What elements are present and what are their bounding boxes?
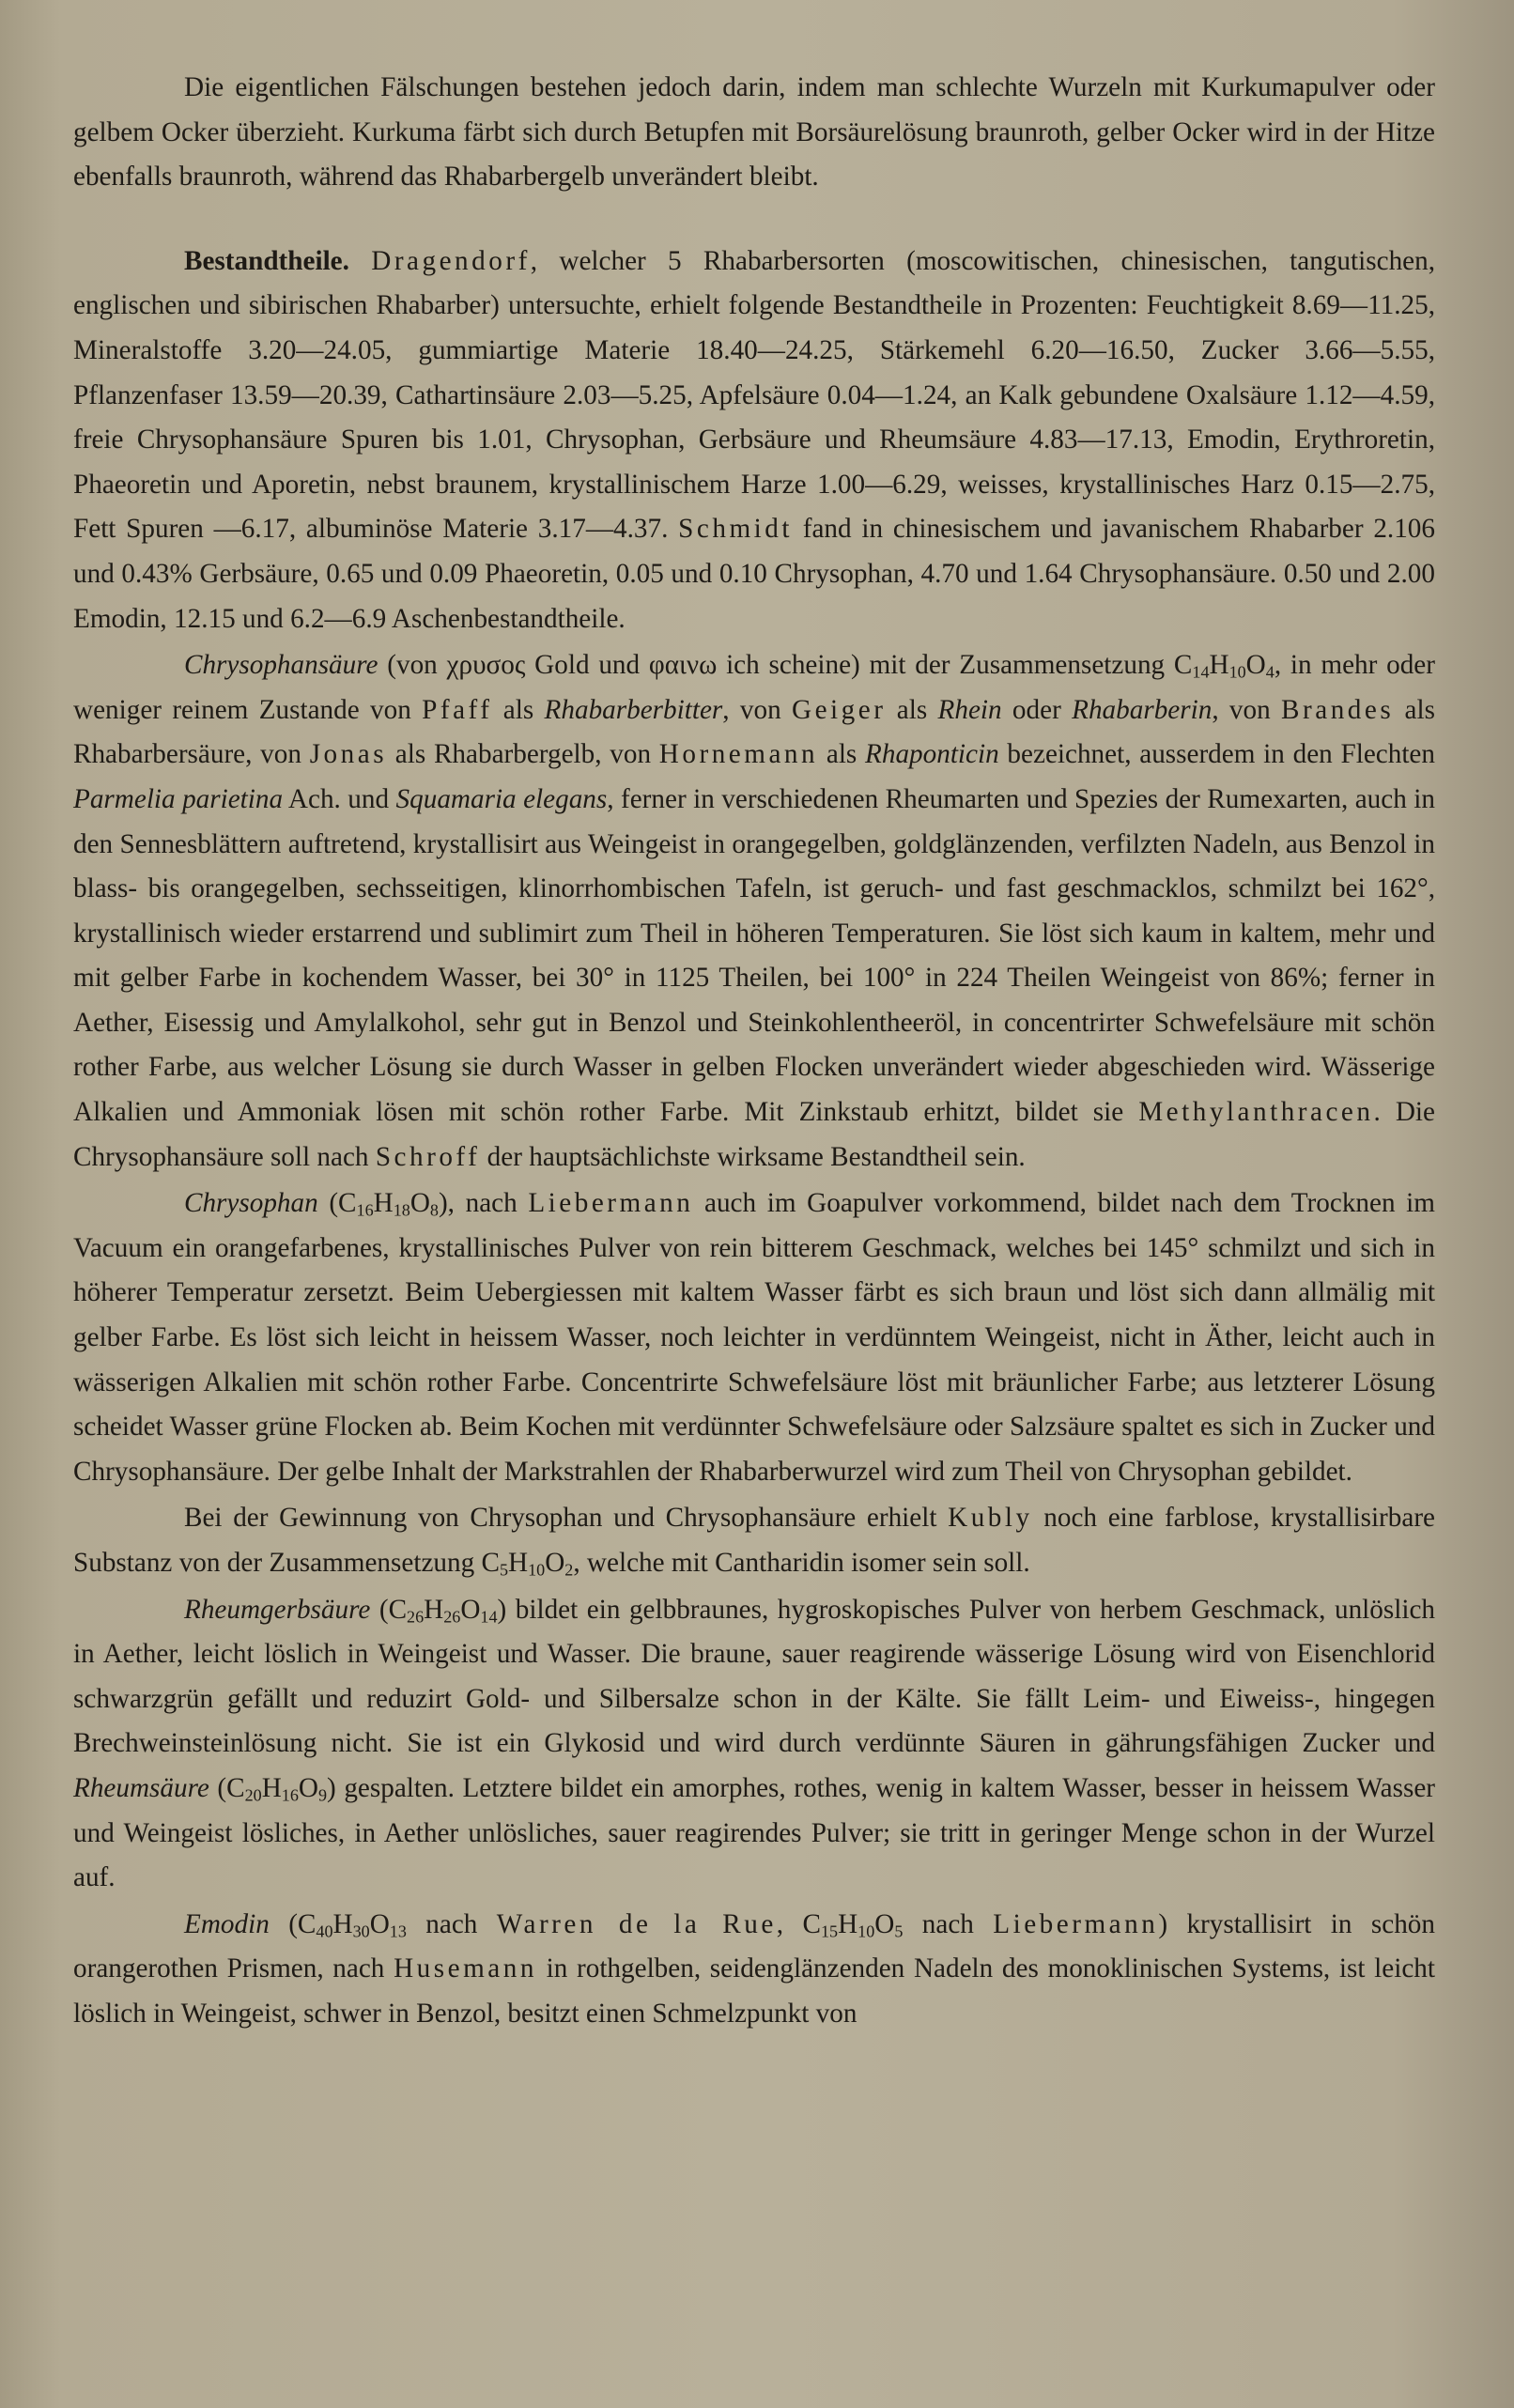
paragraph-kubly: Bei der Gewinnung von Chrysophan und Chrysophansäure erhielt Kubly noch eine farblose, krystallisirbare Substanz von der Zusammensetzung $C_5H_{10}O_2$, welche mit Cantharidin isomer sein soll. — [73, 1503, 1435, 1580]
paragraph-faelschungen: Die eigentlichen Fälschungen bestehen jedoch darin, indem man schlechte Wurzeln mit Kurkumapulver oder gelbem Ocker überzieht. Kurkuma färbt sich durch Betupfen mit Borsäurelösung braunroth, gelber Ocker wird in der Hitze ebenfalls braunroth, während das Rhabarbergelb unverändert bleibt. — [73, 72, 1435, 193]
paragraph-chrysophan: Chrysophan $(C_{16}H_{18}O_8)$, nach Liebermann auch im Goapulver vorkommend, bildet nach dem Trocknen im Vacuum ein orangefarbenes, krystallinisches Pulver von rein bitterem Geschmack, welches bei 145° schmilzt und sich in höherer Temperatur zersetzt. Beim Uebergiessen mit kaltem Wasser färbt es sich braun und löst sich dann allmälig mit gelber Farbe. Es löst sich leicht in heissem Wasser, noch leichter in verdünntem Weingeist, nicht in Äther, leicht auch in wässerigen Alkalien mit schön rother Farbe. Concentrirte Schwefelsäure löst mit bräunlicher Farbe; aus letzterer Lösung scheidet Wasser grüne Flocken ab. Beim Kochen mit verdünnter Schwefelsäure oder Salzsäure spaltet es sich in Zucker und Chrysophansäure. Der gelbe Inhalt der Markstrahlen der Rhabarberwurzel wird zum Theil von Chrysophan gebildet. — [73, 1188, 1435, 1487]
paragraph-rheumgerbsaeure: Rheumgerbsäure $(C_{26}H_{26}O_{14})$ bildet ein gelbbraunes, hygroskopisches Pulver von herbem Geschmack, unlöslich in Aether, leicht löslich in Weingeist und Wasser. Die braune, sauer reagirende wässerige Lösung wird von Eisenchlorid schwarzgrün gefällt und reduzirt Gold- und Silbersalze schon in der Kälte. Sie fällt Leim- und Eiweiss-, hingegen Brechweinsteinlösung nicht. Sie ist ein Glykosid und wird durch verdünnte Säuren in gährungsfähigen Zucker und Rheumsäure $(C_{20}H_{16}O_9)$ gespalten. Letztere bildet ein amorphes, rothes, wenig in kaltem Wasser, besser in heissem Wasser und Weingeist lösliches, in Aether unlösliches, sauer reagirendes Pulver; sie tritt in geringer Menge schon in der Wurzel auf. — [73, 1594, 1435, 1893]
section-heading: Bestandtheile. — [184, 245, 349, 276]
paragraph-emodin: Emodin ($C_{40}H_{30}O_{13}$ nach Warren de la Rue, $C_{15}H_{10}O_5$ nach Liebermann) krystallisirt in schön orangerothen Prismen, nach Husemann in rothgelben, seidenglänzenden Nadeln des monoklinischen Systems, ist leicht löslich in Weingeist, schwer in Benzol, besitzt einen Schmelzpunkt von — [73, 1908, 1435, 2029]
document-text — [73, 66, 1435, 2037]
paragraph-bestandtheile: Bestandtheile. Dragendorf, welcher 5 Rhabarbersorten (moscowitischen, chinesischen, tangutischen, englischen und sibirischen Rhabarber) untersuchte, erhielt folgende Bestandtheile in Prozenten: Feuchtigkeit 8.69—11.25, Mineralstoffe 3.20—24.05, gummiartige Materie 18.40—24.25, Stärkemehl 6.20—16.50, Zucker 3.66—5.55, Pflanzenfaser 13.59—20.39, Cathartinsäure 2.03—5.25, Apfelsäure 0.04—1.24, an Kalk gebundene Oxalsäure 1.12—4.59, freie Chrysophansäure Spuren bis 1.01, Chrysophan, Gerbsäure und Rheumsäure 4.83—17.13, Emodin, Erythroretin, Phaeoretin und Aporetin, nebst braunem, krystallinischem Harze 1.00—6.29, weisses, krystallinisches Harz 0.15—2.75, Fett Spuren —6.17, albuminöse Materie 3.17—4.37. Schmidt fand in chinesischem und javanischem Rhabarber 2.106 und 0.43% Gerbsäure, 0.65 und 0.09 Phaeoretin, 0.05 und 0.10 Chrysophan, 4.70 und 1.64 Chrysophansäure. 0.50 und 2.00 Emodin, 12.15 und 6.2—6.9 Aschenbestandtheile. — [73, 245, 1436, 634]
paragraph-chrysophansaeure: Chrysophansäure (von χρυσος Gold und φαινω ich scheine) mit der Zusammensetzung $C_{14}H_{10}O_4$, in mehr oder weniger reinem Zustande von Pfaff als Rhabarberbitter, von Geiger als Rhein oder Rhabarberin, von Brandes als Rhabarbersäure, von Jonas als Rhabarbergelb, von Hornemann als Rhaponticin bezeichnet, ausserdem in den Flechten Parmelia parietina Ach. und Squamaria elegans, ferner in verschiedenen Rheumarten und Spezies der Rumexarten, auch in den Sennesblättern auftretend, krystallisirt aus Weingeist in orangegelben, goldglänzenden, verfilzten Nadeln, aus Benzol in blass- bis orangegelben, sechsseitigen, klinorrhombischen Tafeln, ist geruch- und fast geschmacklos, schmilzt bei 162°, krystallinisch wieder erstarrend und sublimirt zum Theil in höheren Temperaturen. Sie löst sich kaum in kaltem, mehr und mit gelber Farbe in kochendem Wasser, bei 30° in 1125 Theilen, bei 100° in 224 Theilen Weingeist von 86%; ferner in Aether, Eisessig und Amylalkohol, sehr gut in Benzol und Steinkohlentheeröl, in concentrirter Schwefelsäure mit schön rother Farbe, aus welcher Lösung sie durch Wasser in gelben Flocken unverändert wieder abgeschieden wird. Wässerige Alkalien und Ammoniak lösen mit schön rother Farbe. Mit Zinkstaub erhitzt, bildet sie Methylanthracen. Die Chrysophansäure soll nach Schroff der hauptsächlichste wirksame Bestandtheil sein. — [73, 650, 1435, 1172]
